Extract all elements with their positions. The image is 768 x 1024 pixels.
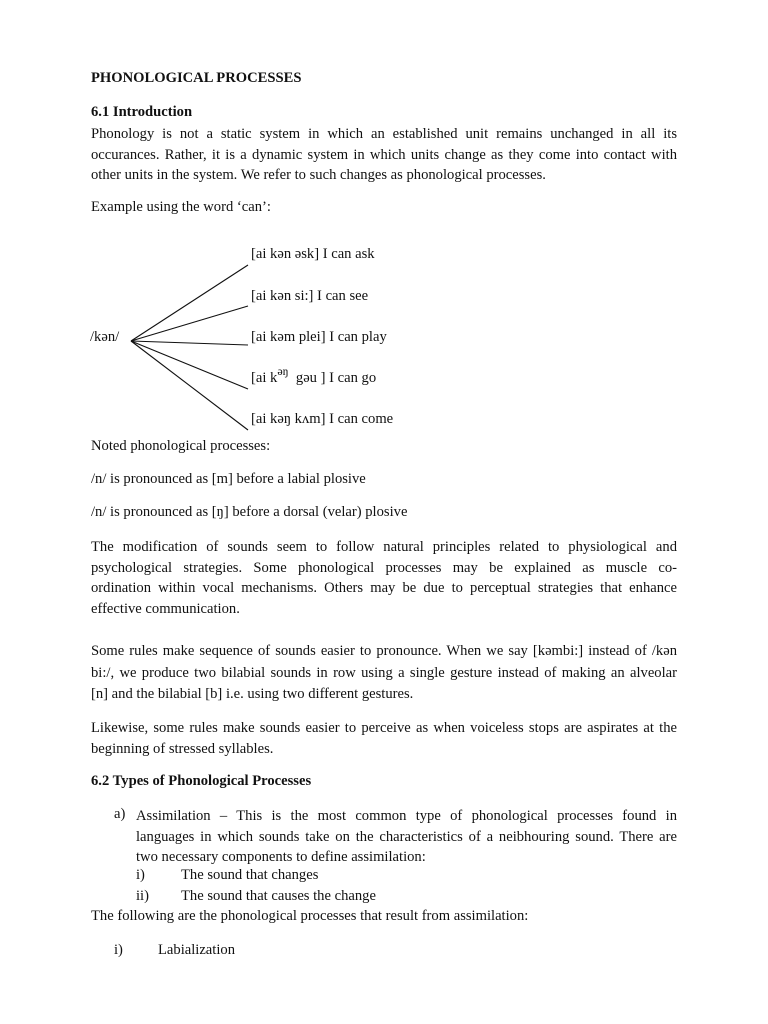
list-marker: i): [114, 942, 123, 958]
intro-line-1: Phonology is not a static system in which an established unit remains unchanged in all its: [91, 126, 677, 142]
modification-line-4: effective communication.: [91, 600, 240, 617]
branch-line-4: [131, 341, 248, 389]
intro-line-3: other units in the system. We refer to such changes as phonological processes.: [91, 167, 546, 183]
section-heading-types: 6.2 Types of Phonological Processes: [91, 773, 312, 789]
modification-line-3: ordination within vocal mechanisms. Others may be due to perceptual strategies that enhance: [91, 580, 677, 596]
rules-line-3: [n] and the bilabial [b] i.e. using two different gestures.: [91, 686, 414, 702]
branch-come: [ai kǝŋ kʌm] I can come: [251, 411, 394, 427]
noted-heading: Noted phonological processes:: [91, 438, 271, 454]
branch-go: [251, 364, 377, 387]
rules-line-1: Some rules make sequence of sounds easier to pronounce. When we say [kǝmbi:] instead of /kǝn: [91, 643, 677, 659]
modification-line-1: The modification of sounds seem to follow natural principles related to physiological and: [91, 539, 677, 555]
perceive-line-1: Likewise, some rules make sounds easier to perceive as when voiceless stops are aspirates at the: [91, 720, 677, 736]
branch-play: [ai kǝm plei] I can play: [251, 329, 387, 345]
perceive-paragraph: [91, 718, 677, 759]
list-item-labialization: Labialization: [158, 942, 235, 958]
sub-ii-text: The sound that causes the change: [181, 888, 376, 904]
branch-go-end: gǝu ] I can go: [295, 370, 377, 386]
branch-line-1: [131, 265, 248, 341]
following-text: The following are the phonological processes that result from assimilation:: [91, 908, 529, 924]
item-a-marker: a): [114, 806, 126, 822]
diagram-root: /kǝn/: [90, 329, 120, 345]
assimilation-paragraph: [136, 806, 677, 868]
modification-line-2: psychological strategies. Some phonological processes may be explained as muscle co-: [91, 559, 677, 576]
branch-go-superscript: ǝŋ: [277, 364, 289, 378]
rule-labial: /n/ is pronounced as [m] before a labial plosive: [91, 471, 366, 487]
branch-ask: [ai kǝn ǝsk] I can ask: [251, 246, 375, 262]
page-title: PHONOLOGICAL PROCESSES: [91, 70, 302, 86]
rules-line-2: bi:/, we produce two bilabial sounds in row using a single gesture instead of making an alveolar: [91, 664, 677, 681]
sub-ii-marker: ii): [136, 888, 149, 904]
perceive-line-2: beginning of stressed syllables.: [91, 740, 274, 757]
branch-line-2: [131, 306, 248, 341]
sub-i-marker: i): [136, 867, 145, 883]
branch-line-3: [131, 341, 248, 345]
branch-go-start: [ai k: [251, 370, 278, 386]
modification-paragraph: [91, 537, 677, 619]
assimilation-line-3: two necessary components to define assimilation:: [136, 849, 426, 865]
section-heading-introduction: 6.1 Introduction: [91, 104, 193, 120]
intro-line-2: occurances. Rather, it is a dynamic system in which units change as they come into contact with: [91, 146, 677, 163]
sub-i-text: The sound that changes: [181, 867, 319, 883]
example-intro: Example using the word ‘can’:: [91, 199, 271, 215]
assimilation-line-2: languages in which sounds take on the characteristics of a neibhouring sound. There are: [136, 828, 677, 845]
rule-velar: /n/ is pronounced as [ŋ] before a dorsal (velar) plosive: [91, 504, 408, 520]
branch-see: [ai kǝn si:] I can see: [251, 288, 369, 304]
assimilation-line-1: Assimilation – This is the most common type of phonological processes found in: [136, 808, 677, 824]
branch-line-5: [131, 341, 248, 430]
rules-paragraph: [91, 641, 677, 706]
